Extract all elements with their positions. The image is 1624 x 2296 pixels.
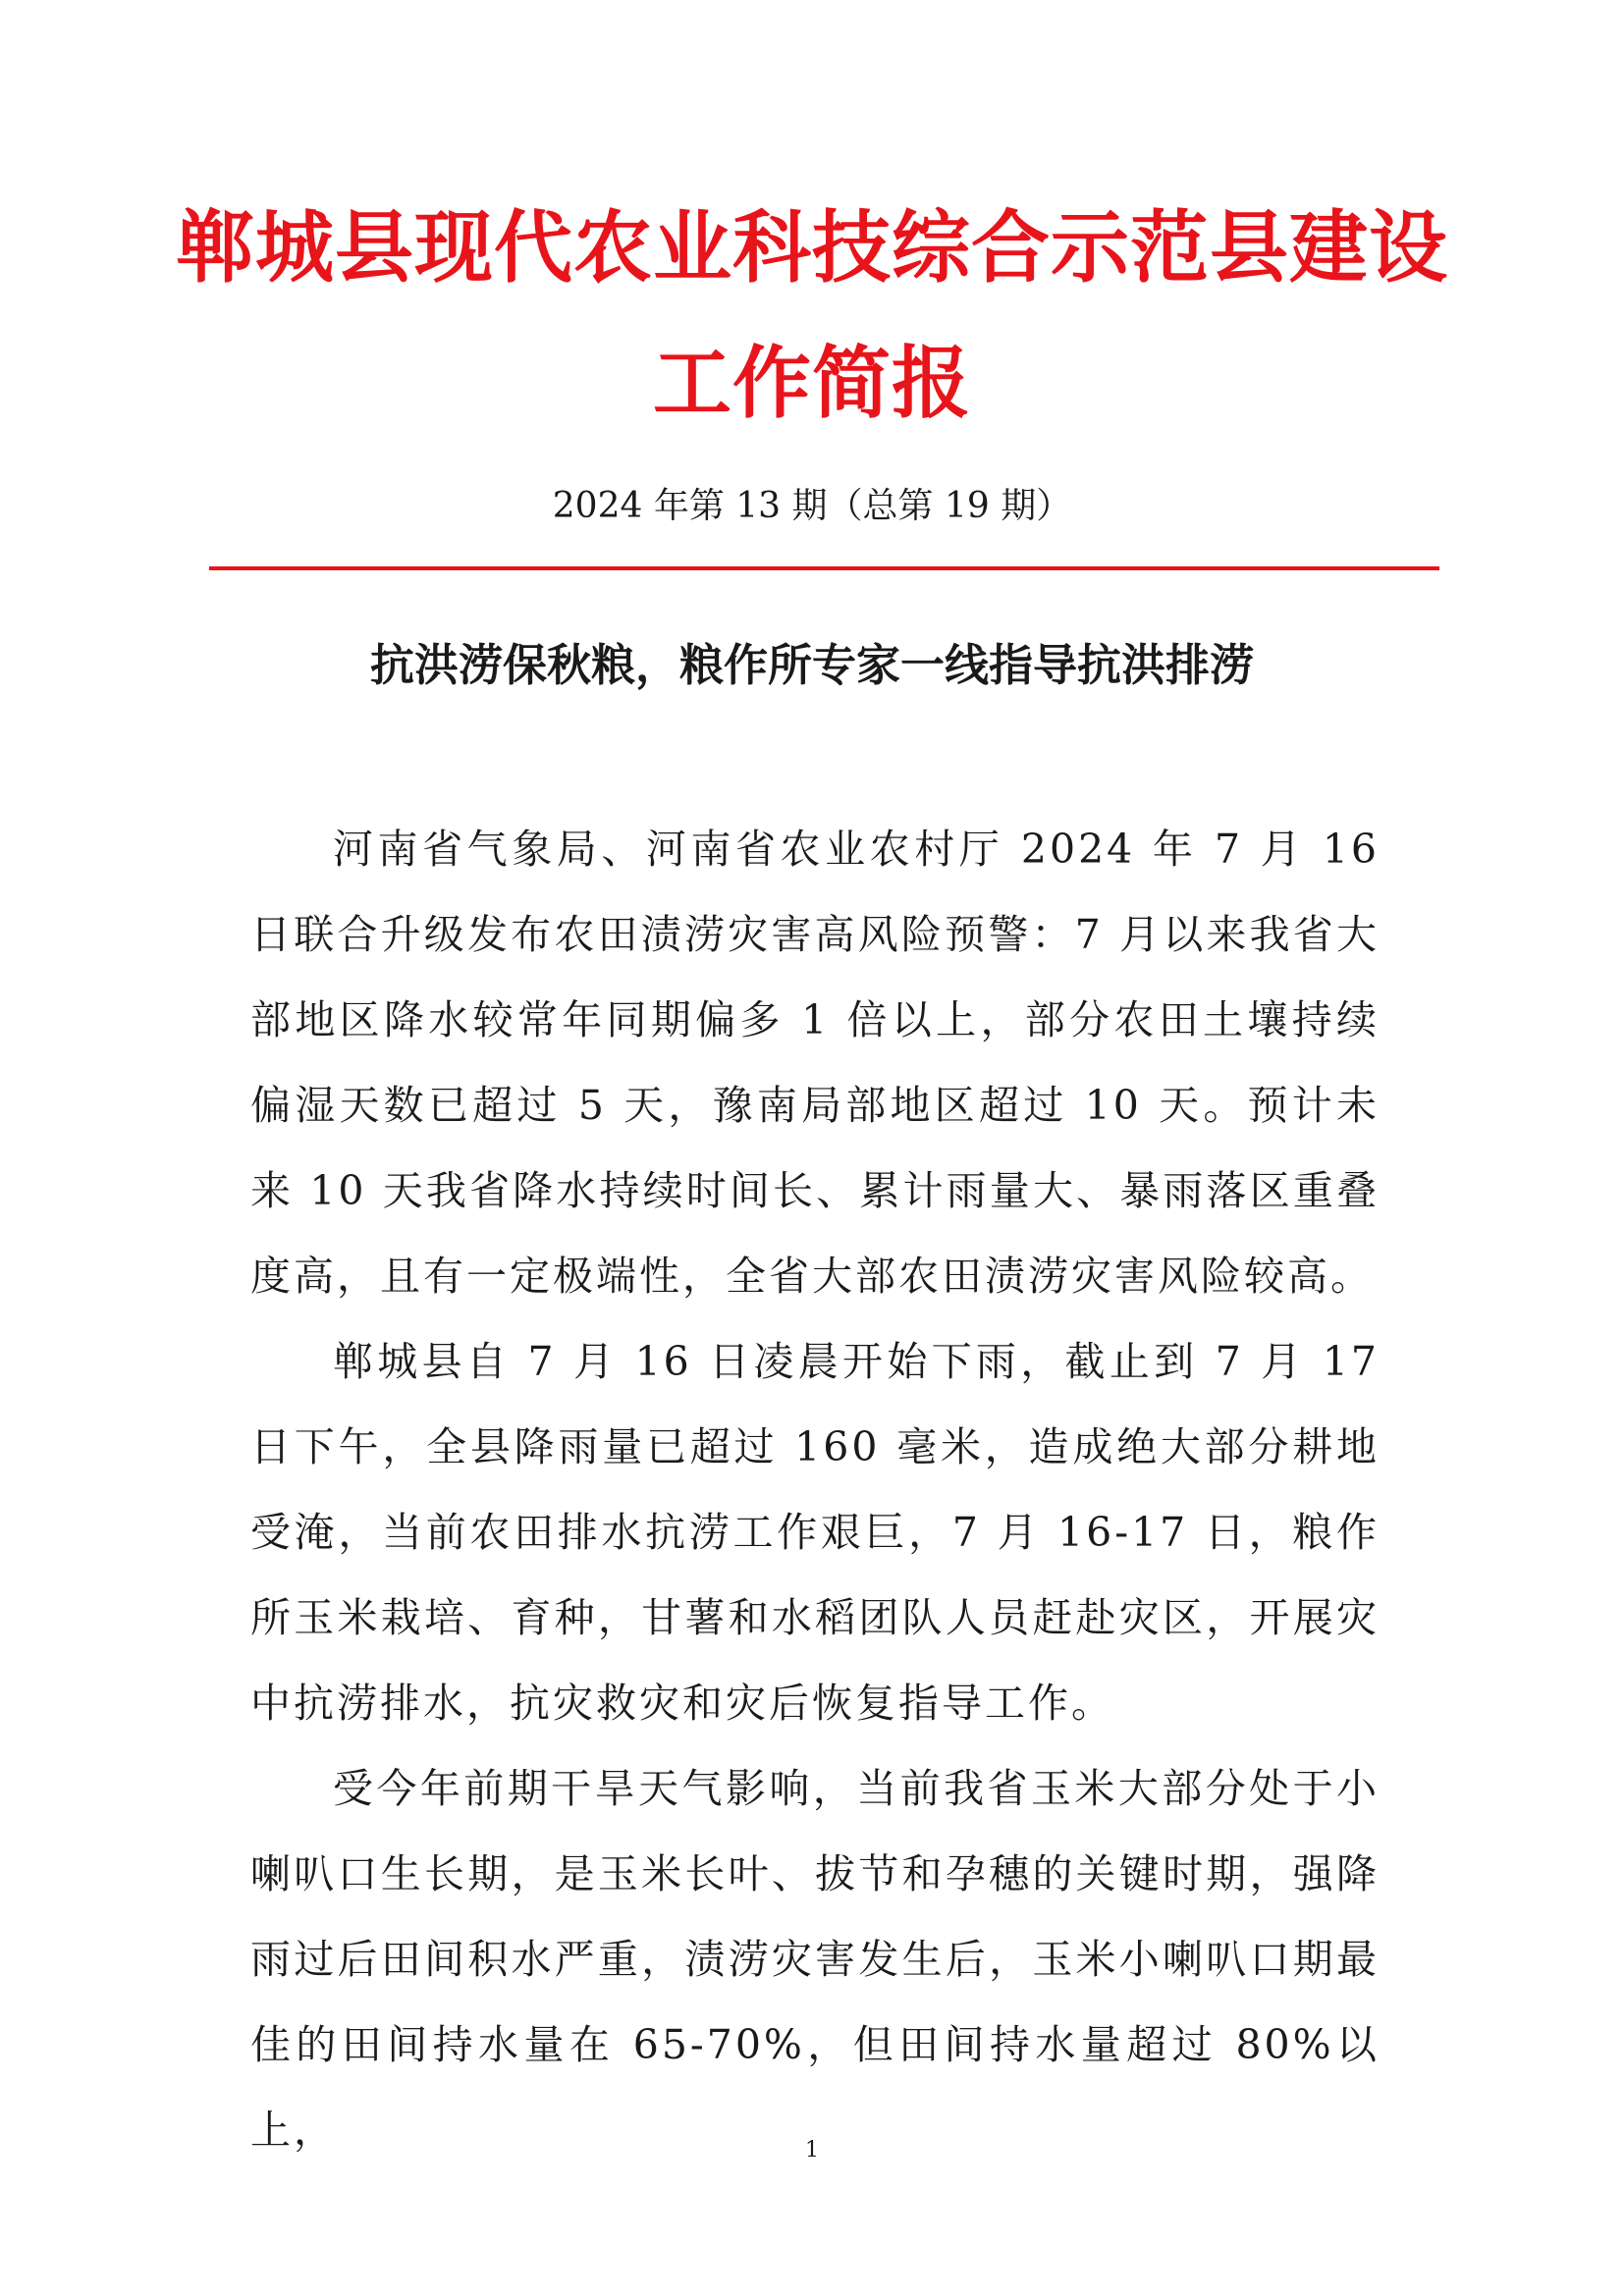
masthead-title-line1: 郸城县现代农业科技综合示范县建设	[176, 201, 1448, 294]
article-title: 抗洪涝保秋粮，粮作所专家一线指导抗洪排涝	[369, 639, 1254, 691]
paragraph-3: 受今年前期干旱天气影响，当前我省玉米大部分处于小喇叭口生长期，是玉米长叶、拔节和孕穗的关键时期，强降雨过后田间积水严重，渍涝灾害发生后，玉米小喇叭口期最佳的田间持水量在 65-70%，但田间持水量超过 80%以上，	[250, 1765, 1380, 2154]
article-body	[250, 807, 1380, 2173]
page-number: 1	[805, 2138, 819, 2163]
paragraph-1: 河南省气象局、河南省农业农村厅 2024 年 7 月 16 日联合升级发布农田渍涝灾害高风险预警：7 月以来我省大部地区降水较常年同期偏多 1 倍以上，部分农田土壤持续偏湿天数已超过 5 天，豫南局部地区超过 10 天。预计未来 10 天我省降水持续时间长、累计雨量大、暴雨落区重叠度高，且有一定极端性，全省大部农田渍涝灾害风险较高。	[250, 826, 1380, 1300]
issue-number: 2024 年第 13 期（总第 19 期）	[552, 486, 1072, 526]
masthead-title-line2: 工作简报	[653, 337, 971, 429]
red-divider-rule	[209, 566, 1439, 570]
paragraph-2: 郸城县自 7 月 16 日凌晨开始下雨，截止到 7 月 17 日下午，全县降雨量已超过 160 毫米，造成绝大部分耕地受淹，当前农田排水抗涝工作艰巨，7 月 16-17 日，粮作所玉米栽培、育种，甘薯和水稻团队人员赶赴灾区，开展灾中抗涝排水，抗灾救灾和灾后恢复指导工作。	[250, 1338, 1380, 1727]
